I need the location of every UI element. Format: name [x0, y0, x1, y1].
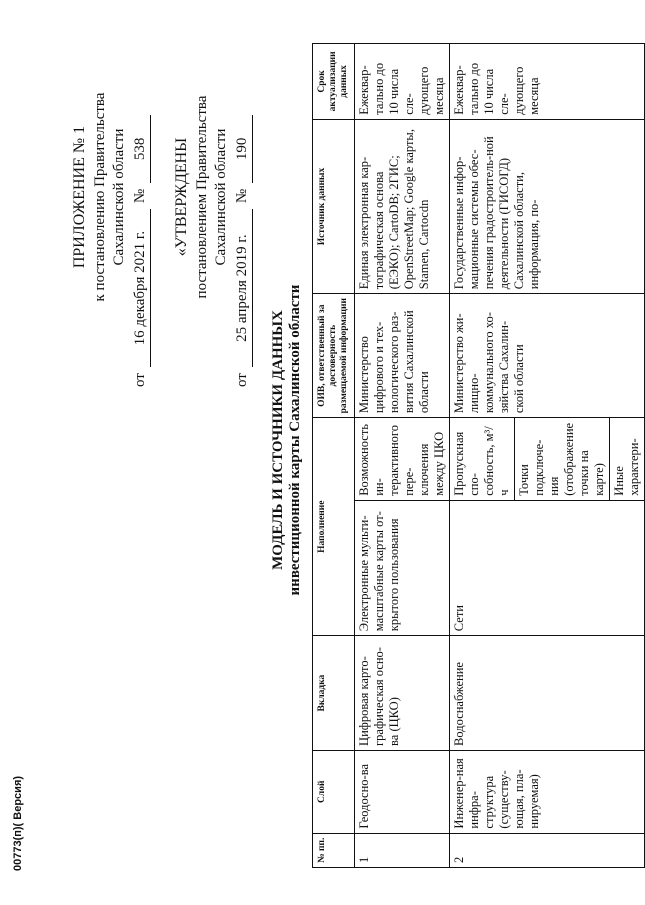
appendix-caption: ПРИЛОЖЕНИЕ № 1	[71, 125, 88, 269]
data-sources-table	[312, 43, 645, 868]
appendix-date-line	[131, 7, 151, 387]
appendix-line-1: к постановлению Правительства	[92, 92, 108, 302]
table-header-row	[313, 44, 355, 868]
cell-layer: Инженер-ная инфра-структура (существу-ющая, пла-нируемая)	[450, 750, 645, 833]
cell-no: 1	[355, 833, 450, 867]
content-sub-item: Точки подключе-ния (отображение точки на карте)	[515, 418, 610, 500]
approved-line-2: Сахалинской области	[213, 128, 229, 266]
appendix-from-word: от	[132, 373, 148, 387]
appendix-date: 16 декабря 2021 г.	[131, 209, 151, 367]
approved-from-word: от	[234, 373, 250, 387]
cell-source: Государственные инфор-мационные системы обес-печения градостроитель-ной деятельности (ГИСОГД) Сахалинской области, информация, по-	[450, 119, 645, 293]
appendix-block	[70, 7, 151, 387]
cell-content-subs	[450, 418, 645, 501]
approved-caption: «УТВЕРЖДЕНЫ	[173, 137, 190, 257]
approved-date: 25 апреля 2019 г.	[233, 209, 253, 367]
cell-period: Ежеквар-тально до 10 числа сле-дующего месяца	[450, 44, 645, 120]
approved-number: 190	[233, 115, 253, 183]
content-sub-item: Пропускная спо-собность, м³/ч	[450, 418, 515, 500]
document-title	[270, 205, 304, 675]
title-line-2: инвестиционной карты Сахалинской области	[287, 284, 303, 596]
header-tab: Вкладка	[313, 636, 355, 751]
document-footer-code: 00773(п)( Версия)	[12, 775, 24, 871]
header-content: Наполнение	[313, 418, 355, 636]
header-no: № пп.	[313, 833, 355, 867]
cell-period: Ежеквар-тально до 10 числа сле-дующего месяца	[355, 44, 450, 120]
cell-tab: Цифровая карто-графическая осно-ва (ЦКО)	[355, 636, 450, 751]
approved-number-sign: №	[234, 188, 250, 204]
table-row	[355, 44, 450, 868]
cell-layer: Геодосно-ва	[355, 750, 450, 833]
approved-line-1: постановлением Правительства	[194, 95, 210, 299]
content-sub-item: Иные характери-	[612, 438, 641, 496]
appendix-line-2: Сахалинской области	[111, 128, 127, 266]
appendix-number: 538	[131, 115, 151, 183]
title-line-1: МОДЕЛЬ И ИСТОЧНИКИ ДАННЫХ	[270, 310, 286, 570]
cell-content-main: Электронные мульти-масштабные карты от-крытого пользования	[355, 500, 450, 635]
header-layer: Слой	[313, 750, 355, 833]
header-oiv: ОИВ, ответственный за достоверность размещаемой информации	[313, 294, 355, 418]
cell-no: 2	[450, 833, 645, 867]
table-row	[450, 44, 645, 868]
header-source: Источник данных	[313, 119, 355, 293]
approved-block	[172, 7, 253, 387]
cell-oiv: Министерство цифрового и тех-нологического раз-вития Сахалинской области	[355, 294, 450, 418]
cell-source: Единая электронная кар-тографическая основа (ЕЭКО); CartoDB; 2ГИС; OpenStreetMap; Google карты, Stamen, Cartocdn	[355, 119, 450, 293]
cell-tab: Водоснабжение	[450, 636, 645, 751]
cell-content-sub: Возможность ин-терактивного пере-ключения между ЦКО	[355, 418, 450, 501]
appendix-number-sign: №	[132, 188, 148, 204]
approved-date-line	[233, 7, 253, 387]
header-period: Срок актуализации данных	[313, 44, 355, 120]
cell-oiv: Министерство жи-лищно-коммунального хо-зяйства Сахалин-ской области	[450, 294, 645, 418]
cell-content-main: Сети	[450, 500, 645, 635]
